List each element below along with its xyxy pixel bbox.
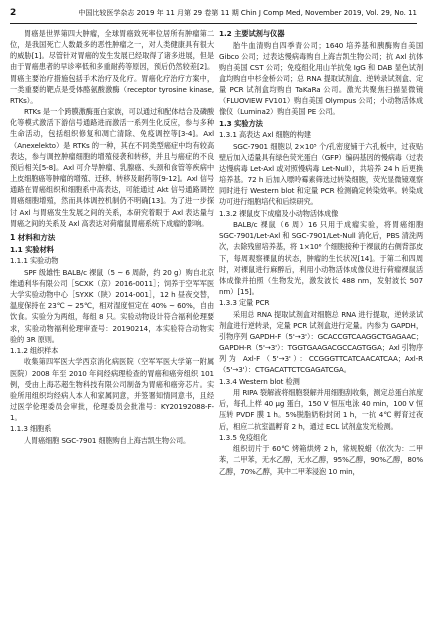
construct-paragraph: SGC-7901 细胞以 2×10⁵ 个/孔密度铺于六孔板中，过夜贴壁后加入适量具有绿色荧光蛋白（GFP）编码基因的慢病毒（过表达慢病毒 Let-Axl 或对照慢病毒 Let-Null），共培养 24 h 后更换培养基。72 h 后加入嘌呤霉素筛选过转染细胞，荧光显微镜观察同时进行 Western blot 和定量 PCR 检测确定转染效率。转染成功可进行细胞培代和后续研究。: [219, 141, 423, 207]
subsection-heading-xenograft: 1.3.2 裸鼠皮下成瘤及小动物活体成像: [219, 208, 339, 218]
subsection-heading-cells: 1.1.3 细胞系: [10, 424, 52, 434]
intro-paragraph-2: RTKs 是一个跨膜激酶蛋白家族，可以通过和配体结合及磷酸化等模式激活下游信号通路进而激活一系列生化反应，参与多种生命活动，包括组织修复和凋亡清除、免疫调控等[3-4]。Axl（Anexelekto）是 RTKs 的一种，其在不同类型癌症中均有较高表达，参与调控肿瘤细胞的增殖侵袭和转移，并且与癌症的不良预后相关[5-8]。Axl 可介导肿瘤、乳腺癌、头颈和食管等疾病中上皮细胞癌等肿瘤的增殖、迁移、转移及耐药等[9-12]。Axl 信号通路在胃癌组织和细胞系中高表达，可能通过 Akt 信号通路调控胃癌细胞增殖，然而具体调控机制仍不明确[13]。为了进一步探讨 Axl 与胃癌发生发展之间的关系，本研究着眼于 Axl 表达量与胃癌之间的关系及 Axl 高表达对荷瘤鼠胃癌系统下成瘤的影响。: [10, 107, 214, 228]
running-header: [10, 6, 417, 20]
intro-paragraph-1: 胃癌是世界第四大肿瘤，全球胃癌致死率位居所有肿瘤第二位，是我国死亡人数最多的恶性肿瘤之一，对人类健康具有很大的威胁[1]。尽管针对胃癌的发生发展已经取得了诸多进展，但是由于胃癌患者的早诊率低和多重耐药等原因，预后仍然较差[2]。胃癌主要治疗措施包括手术治疗及化疗。胃癌化疗治疗方案中，一类重要的靶点是受体酪氨酸激酶（receptor tyrosine kinase, RTKs）。: [10, 29, 214, 105]
header-rule: [10, 23, 417, 24]
page-number: 2: [10, 8, 17, 18]
qpcr-paragraph: 采用总 RNA 提取试剂盒对细胞总 RNA 进行提取，逆转录试剂盒进行逆转录，定量 PCR 试剂盒进行定量。内参为 GAPDH，引物序列 GAPDH-F（5'→3'）：GCACCGTCAAGGCTGAGAAC；GAPDH-R（5'→3'）：TGGTGAAGACGCCAGTGGA；Axl 引物序列为 Axl-F（5'→3'）：CCGGGTTCATCAACATCAA；Axl-R（5'→3'）：CTGACATTCTCGAGATCGA。: [219, 309, 423, 375]
subsection-heading-reagents: 1.2 主要试剂与仪器: [219, 29, 285, 38]
western-blot-paragraph: 用 RIPA 裂解液将细胞裂解并用细胞刮收集，测定总蛋白浓度后，每孔上样 40 μg 蛋白，150 V 恒压电泳 40 min，100 V 恒压转 PVDF 膜 1 h。5%脱脂奶粉封闭 1 h，一抗 4℃ 孵育过夜后，相应二抗室温孵育 2 h，通过 ECL 试剂盒发光检测。: [219, 388, 423, 431]
subsection-heading-ihc: 1.3.5 免疫组化: [219, 432, 268, 442]
subsection-heading-western-blot: 1.3.4 Western blot 检测: [219, 376, 300, 386]
subsection-heading-materials: 1.1 实验材料: [10, 244, 54, 254]
journal-citation: 中国比较医学杂志 2019 年 11 月第 29 卷第 11 期 Chin J Comp Med, November 2019, Vol. 29, No. 11: [78, 9, 417, 17]
subsection-heading-animals: 1.1.1 实验动物: [10, 256, 59, 266]
left-column: [10, 28, 214, 621]
subsection-heading-axl-construct: 1.3.1 高表达 Axl 细胞的构建: [219, 130, 311, 140]
cells-paragraph: 人胃癌细胞 SGC-7901 细胞购自上海吉凯生物公司。: [24, 435, 191, 445]
tissue-paragraph: 收集第四军医大学西京消化病医院（空军军医大学第一附属医院）2008 年至 2010 年间经病理检查的胃癌和癌旁组织 101 例，受由上海芯超生物科技有限公司制备为胃癌和癌旁芯片。实验所用组织均经病人本人和家属同意，并签署知情同意书，且经过医学伦理委员会审批，伦理委员会批准号：KY20192088-F-1。: [10, 357, 214, 423]
ihc-paragraph: 组织切片于 60℃ 烤箱烘烤 2 h，常规脱蜡（依次为：二甲苯，二甲苯，无水乙醇，无水乙醇，95%乙醇，90%乙醇，80%乙醇，70%乙醇，其中二甲苯浸泡 10 min，: [219, 444, 423, 476]
subsection-heading-tissue: 1.1.2 组织样本: [10, 345, 59, 355]
subsection-heading-experimental-methods: 1.3 实验方法: [219, 118, 263, 128]
xenograft-paragraph: BALB/c 裸鼠（6 周）16 只用于成瘤实验，将胃癌细胞 SGC-7901/Let-Axl 和 SGC-7901/Let-Null 消化后，PBS 清洗两次，去除残留培养基，将 1×10⁶ 个细胞接种于裸鼠的右侧背部皮下，每周观察裸鼠的状态，肿瘤的生长状况[14]。于第二和四周时，对裸鼠进行麻醉后，利用小动物活体成像仪进行荷瘤裸鼠活体成像并拍照（生物发光，激发波长 488 nm，发射波长 507 nm）[15]。: [219, 220, 423, 296]
subsection-heading-qpcr: 1.3.3 定量 PCR: [219, 298, 270, 308]
section-heading-methods: 1 材料和方法: [10, 232, 56, 242]
reagents-paragraph: 胎牛血清购自四季青公司；1640 培养基和胰酶购自美国 Gibco 公司；过表达慢病毒购自上海吉凯生物公司；抗 Axl 抗体购自美国 CST 公司；免疫组化用山羊抗兔 IgG 和 DAB 显色试剂盒均购自中杉金桥公司；总 RNA 提取试剂盒、逆转录试剂盒、定量 PCR 试剂盒均购自 TaKaRa 公司。激光共聚焦扫描显微镜（FLUOVIEW FV101）购自美国 Olympus 公司；小动物活体成像仪（Lumina2）购自美国 PE 公司。: [219, 40, 423, 117]
animals-paragraph: SPF 级雄性 BALB/c 裸鼠（5 ~ 6 周龄，约 20 g）购自北京维通利华有限公司［SCXK（京）2016-0011］；饲养于空军军医大学实验动物中心［SYXK（陕）2014-001］，12 h 昼夜交替，温度保持在 23℃ ~ 25℃，相对湿度恒定在 40% ~ 60%，自由饮食。实验分为两组，每组 8 只。实验动物设计符合福利伦理要求，实验动物福利伦理审查号：20190214，本实验符合动物实验的 3R 原则。: [10, 267, 214, 344]
right-column: [219, 28, 423, 621]
